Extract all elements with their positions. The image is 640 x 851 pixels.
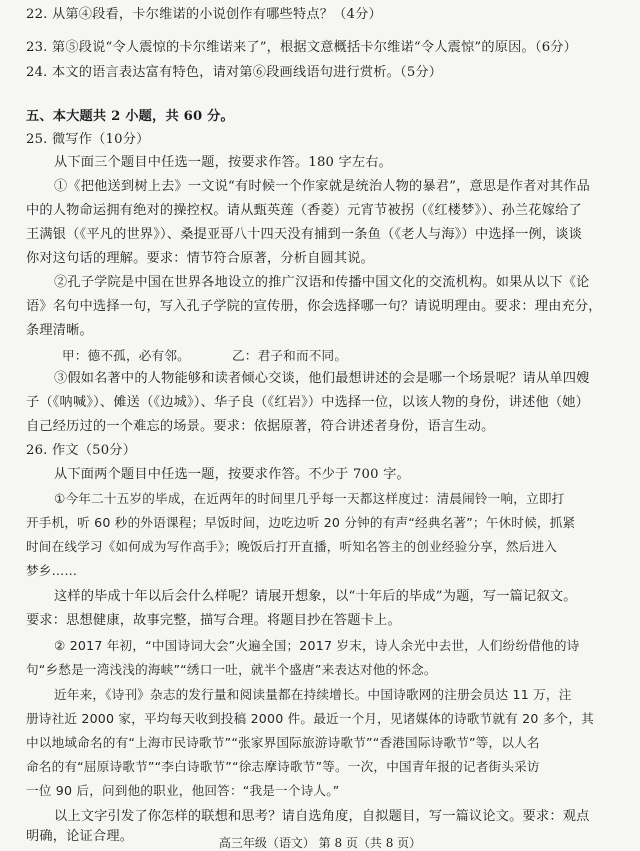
q25-option-1-line: 你对这句话的理解。要求：情节符合原著，分析自圆其说。 [26, 251, 375, 266]
question-25-title: 25. 微写作（10分） [26, 132, 150, 147]
section-5-heading: 五、本大题共 2 小题，共 60 分。 [26, 109, 234, 124]
q26-prompt-2-line: 册诗社近 2000 家，平均每天收到投稿 2000 件。最近一个月，见诸媒体的诗歌节就有 20 多个，其 [26, 711, 594, 726]
q25-option-2-line: 语》名句中选择一句，写入孔子学院的宣传册，你会选择哪一句？请说明理由。要求：理由充分， [26, 299, 602, 314]
page-footer: 高三年级（语文） 第 8 页（共 8 页） [218, 836, 422, 850]
q25-option-2-line: ②孔子学院是中国在世界各地设立的推广汉语和传播中国文化的交流机构。如果从以下《论 [54, 275, 590, 290]
q26-prompt-2-requirement: 明确，论证合理。 [26, 829, 134, 844]
q26-prompt-2-line: ② 2017 年初，“中国诗词大会”火遍全国；2017 岁末，诗人余光中去世，人们纷纷借他的诗 [54, 638, 580, 653]
q26-prompt-1-line: 时间在线学习《如何成为写作高手》；晚饭后打开直播，听知名答主的创业经验分享，然后进入 [26, 539, 558, 554]
q25-option-1-line: 中的人物命运拥有绝对的操控权。请从甄英莲（香菱）元宵节被拐（《红楼梦》）、孙兰花嫁给了 [26, 203, 582, 218]
q26-prompt-1-line: 开手机，听 60 秒的外语课程；早饭时间，边吃边听 20 分钟的有声“经典名著”；午休时候，抓紧 [26, 515, 576, 530]
question-24: 24. 本文的语言表达富有特色，请对第⑥段画线语句进行赏析。（5分） [26, 65, 443, 80]
q26-prompt-1-requirement: 要求：思想健康，故事完整，描写合理。将题目抄在答题卡上。 [26, 613, 401, 628]
q25-option-1-line: 王满银（《平凡的世界》）、桑提亚哥八十四天没有捕到一条鱼（《老人与海》）中选择一例，谈谈 [26, 227, 583, 242]
question-26-intro: 从下面两个题目中任选一题，按要求作答。不少于 700 字。 [54, 467, 410, 482]
q26-prompt-2-line: 一位 90 后，问到他的职业，他回答：“我是一个诗人。” [26, 783, 340, 798]
question-23: 23. 第⑤段说“令人震惊的卡尔维诺来了”，根据文意概括卡尔维诺“令人震惊”的原因。（6分） [26, 40, 578, 55]
q25-option-2-line: 条理清晰。 [26, 323, 93, 338]
quote-option-b: 乙：君子和而不同。 [232, 348, 348, 363]
q26-prompt-1-requirement: 这样的毕成十年以后会什么样呢？请展开想象，以“十年后的毕成”为题，写一篇记叙文。 [54, 589, 577, 604]
q25-option-3-line: 子（《呐喊》）、傩送（《边城》）、华子良（《红岩》）中选择一位，以该人物的身份，讲述他（她） [26, 395, 590, 410]
question-22: 22. 从第④段看，卡尔维诺的小说创作有哪些特点？（4分） [26, 7, 382, 22]
question-25-intro: 从下面三个题目中任选一题，按要求作答。180 字左右。 [54, 155, 393, 170]
q26-prompt-2-requirement: 以上文字引发了你怎样的联想和思考？请自选角度，自拟题目，写一篇议论文。要求：观点 [54, 809, 590, 824]
quote-option-a: 甲：德不孤，必有邻。 [62, 348, 190, 363]
q26-prompt-2-line: 句“乡愁是一湾浅浅的海峡”“绣口一吐，就半个盛唐”来表达对他的怀念。 [26, 662, 437, 677]
q25-option-3-line: 自己经历过的一个难忘的场景。要求：依据原著，符合讲述者身份，语言生动。 [26, 419, 495, 434]
q26-prompt-1-line: ①今年二十五岁的毕成，在近两年的时间里几乎每一天都这样度过：清晨闹铃一响，立即打 [54, 491, 565, 506]
q26-prompt-2-line: 中以地域命名的有“上海市民诗歌节”“张家界国际旅游诗歌节”“香港国际诗歌节”等，以人名 [26, 735, 540, 750]
q25-option-1-line: ①《把他送到树上去》一文说“有时候一个作家就是统治人物的暴君”，意思是作者对其作品 [54, 179, 590, 194]
question-26-title: 26. 作文（50分） [26, 443, 137, 458]
q26-prompt-2-line: 近年来，《诗刊》杂志的发行量和阅读量都在持续增长。中国诗歌网的注册会员达 11 万，注 [54, 687, 572, 702]
q25-option-3-line: ③假如名著中的人物能够和读者倾心交谈，他们最想讲述的会是哪一个场景呢？请从单四嫂 [54, 371, 590, 386]
q26-prompt-1-line: 梦乡…… [26, 563, 78, 578]
q26-prompt-2-line: 命名的有“屈原诗歌节”“李白诗歌节”“徐志摩诗歌节”等。一次，中国青年报的记者街头采访 [26, 759, 540, 774]
